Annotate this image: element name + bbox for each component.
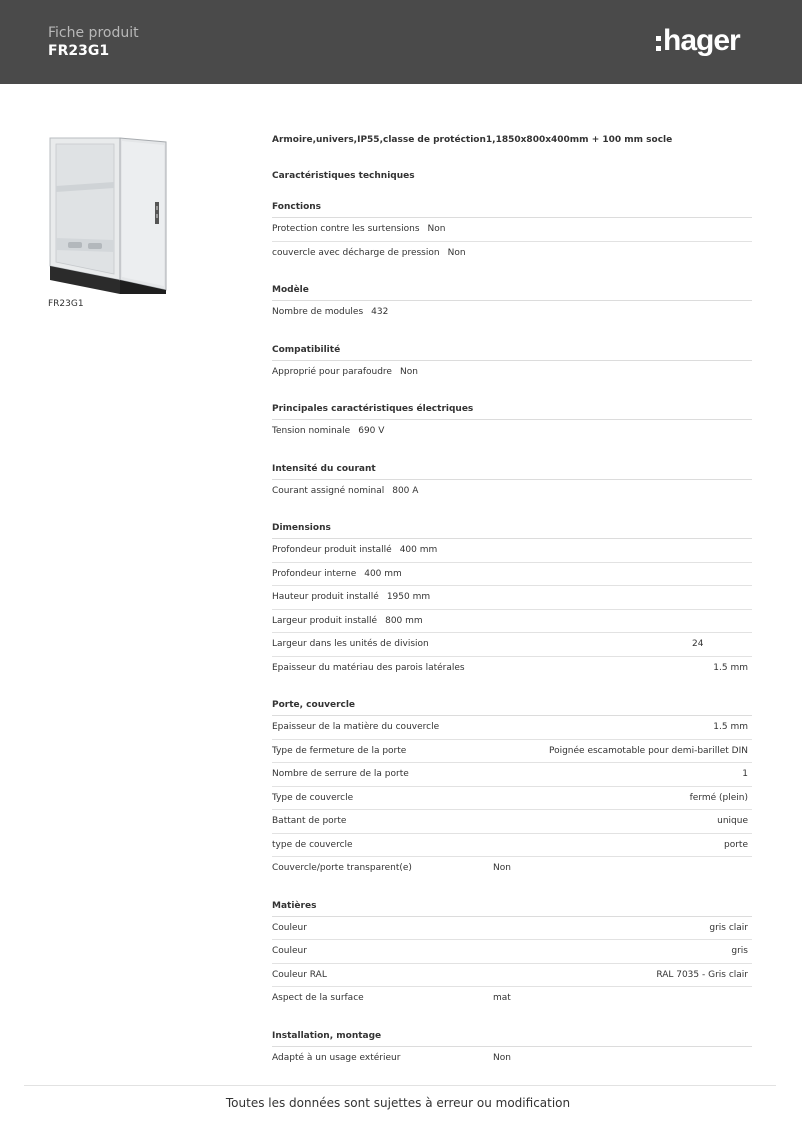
spec-row — [272, 987, 752, 1011]
spec-row — [272, 633, 752, 657]
section-intensite — [272, 456, 752, 504]
logo-wordmark: hager — [663, 24, 740, 57]
section-title: Intensité du courant — [272, 456, 752, 480]
spec-value: Non — [427, 224, 446, 234]
spec-row — [272, 940, 752, 964]
spec-label: Aspect de la surface — [272, 993, 364, 1003]
spec-label: Couleur RAL — [272, 969, 327, 980]
spec-label: Approprié pour parafoudre — [272, 366, 392, 377]
section-title: Installation, montage — [272, 1023, 752, 1047]
doc-type-label: Fiche produit — [48, 25, 139, 41]
spec-label: Nombre de modules — [272, 307, 364, 317]
spec-value: fermé (plein) — [689, 792, 748, 803]
spec-value: Poignée escamotable pour demi-barillet DIN — [548, 745, 748, 756]
spec-row — [272, 361, 752, 385]
section-title: Dimensions — [272, 515, 752, 539]
spec-value: Non — [493, 863, 511, 873]
spec-label: Courant assigné nominal — [272, 485, 385, 496]
spec-row — [272, 740, 752, 764]
spec-row — [272, 657, 752, 681]
spec-label: Nombre de serrure de la porte — [272, 769, 409, 779]
spec-value: 400 mm — [364, 568, 402, 579]
spec-value: Non — [493, 1052, 511, 1063]
section-porte-couvercle — [272, 692, 752, 881]
section-title: Modèle — [272, 277, 752, 301]
spec-label: Couleur — [272, 922, 307, 933]
spec-row — [272, 1047, 752, 1071]
spec-row — [272, 301, 752, 325]
product-image — [48, 134, 168, 296]
spec-label: Couvercle/porte transparent(e) — [272, 863, 412, 873]
spec-row — [272, 420, 752, 444]
spec-value: 1 — [742, 769, 748, 779]
section-title: Matières — [272, 893, 752, 917]
image-caption: FR23G1 — [48, 299, 84, 309]
section-modele — [272, 277, 752, 325]
hager-logo — [656, 23, 740, 59]
spec-row — [272, 787, 752, 811]
product-title: Armoire,univers,IP55,classe de protéction1,1850x800x400mm + 100 mm socle — [272, 135, 673, 145]
footer-disclaimer: Toutes les données sont sujettes à erreur ou modification — [225, 1096, 571, 1110]
spec-value: RAL 7035 - Gris clair — [656, 969, 748, 980]
spec-row — [272, 763, 752, 787]
spec-value: mat — [493, 993, 511, 1003]
section-installation — [272, 1023, 752, 1071]
section-dimensions — [272, 515, 752, 680]
spec-label: Type de couvercle — [272, 792, 354, 803]
spec-label: Adapté à un usage extérieur — [272, 1052, 401, 1063]
spec-row — [272, 917, 752, 941]
spec-value: 1.5 mm — [713, 662, 748, 673]
section-title: Compatibilité — [272, 337, 752, 361]
spec-label: type de couvercle — [272, 839, 353, 850]
spec-value: 1.5 mm — [713, 722, 748, 732]
section-fonctions — [272, 194, 752, 265]
spec-row — [272, 539, 752, 563]
spec-row — [272, 610, 752, 634]
spec-label: Profondeur interne — [272, 568, 357, 579]
section-matieres — [272, 893, 752, 1011]
spec-row — [272, 218, 752, 242]
spec-value: 24 — [692, 639, 704, 649]
logo-dots-icon — [656, 36, 661, 51]
spec-label: Largeur produit installé — [272, 615, 378, 626]
spec-value: 800 A — [392, 485, 419, 496]
spec-label: Tension nominale — [272, 426, 351, 436]
product-details — [272, 128, 752, 1070]
spec-row — [272, 586, 752, 610]
technical-characteristics-title: Caractéristiques techniques — [272, 171, 415, 181]
spec-label: Hauteur produit installé — [272, 592, 379, 602]
spec-value: 432 — [371, 307, 389, 317]
section-compatibilite — [272, 337, 752, 385]
section-title: Fonctions — [272, 194, 752, 218]
spec-row — [272, 857, 752, 881]
spec-value: unique — [717, 816, 748, 826]
spec-value: gris clair — [709, 922, 748, 933]
spec-label: Profondeur produit installé — [272, 545, 392, 555]
spec-row — [272, 242, 752, 266]
spec-label: Battant de porte — [272, 816, 347, 826]
spec-label: Largeur dans les unités de division — [272, 639, 429, 649]
page-header — [0, 0, 802, 84]
spec-row — [272, 810, 752, 834]
section-title: Porte, couvercle — [272, 692, 752, 716]
spec-row — [272, 964, 752, 988]
spec-row — [272, 716, 752, 740]
spec-row — [272, 480, 752, 504]
footer-divider — [24, 1085, 776, 1086]
spec-row — [272, 563, 752, 587]
spec-label: couvercle avec décharge de pression — [272, 247, 440, 258]
spec-value: porte — [724, 839, 748, 850]
spec-label: Epaisseur du matériau des parois latérales — [272, 662, 465, 673]
spec-value: Non — [447, 247, 466, 258]
section-title: Principales caractéristiques électriques — [272, 396, 752, 420]
spec-row — [272, 834, 752, 858]
section-electriques — [272, 396, 752, 444]
spec-value: 800 mm — [385, 615, 423, 626]
header-product-code: FR23G1 — [48, 43, 110, 59]
spec-label: Couleur — [272, 946, 307, 956]
spec-label: Epaisseur de la matière du couvercle — [272, 722, 440, 732]
spec-label: Protection contre les surtensions — [272, 224, 420, 234]
spec-value: gris — [731, 946, 748, 956]
spec-value: Non — [399, 366, 418, 377]
spec-value: 690 V — [358, 426, 385, 436]
spec-value: 1950 mm — [386, 592, 431, 602]
spec-value: 400 mm — [399, 545, 438, 555]
spec-label: Type de fermeture de la porte — [272, 745, 407, 756]
